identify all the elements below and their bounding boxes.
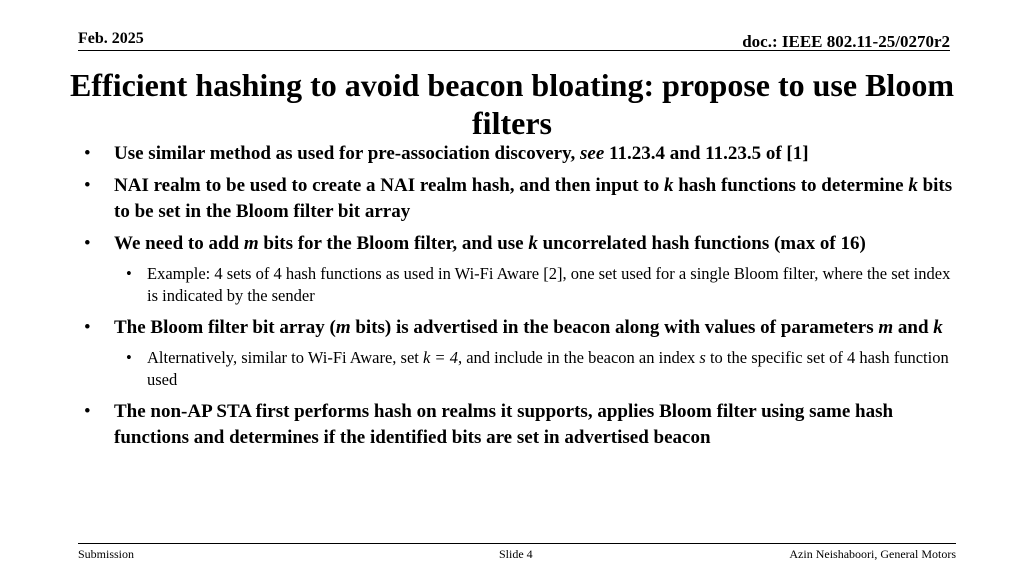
sub-bullet-emphasis: k = 4: [422, 348, 458, 367]
bullet-emphasis: k: [663, 175, 674, 196]
slide-title: Efficient hashing to avoid beacon bloating: propose to use Bloom filters: [70, 67, 954, 141]
sub-bullet-dot: •: [126, 348, 132, 367]
bullet-dot: •: [84, 175, 91, 196]
footer-author: Azin Neishaboori, General Motors: [789, 547, 956, 561]
bullet-text: 11.23.4 and 11.23.5 of [1]: [604, 143, 809, 164]
header-date: Feb. 2025: [78, 30, 144, 47]
sub-bullet-item: [84, 263, 954, 307]
bullet-item: [84, 141, 954, 167]
footer-slide-number: Slide 4: [499, 547, 533, 561]
sub-bullet-emphasis: s: [699, 348, 706, 367]
bullet-text: We need to add: [114, 233, 244, 254]
bullet-dot: •: [84, 401, 91, 422]
bullet-emphasis: k: [528, 233, 538, 254]
bullet-text: The non-AP STA first performs hash on realms it supports, applies Bloom filter using same hash functions and determines if the identified bits are set in advertised beacon: [114, 401, 894, 448]
bullet-text: hash functions to determine: [673, 175, 909, 196]
bullet-emphasis: m: [243, 233, 259, 254]
bullet-dot: •: [84, 143, 91, 164]
bullet-emphasis: k: [908, 175, 918, 196]
bullet-item: [84, 173, 954, 225]
bullet-text: uncorrelated hash functions (max of 16): [537, 233, 866, 254]
bullet-item: [84, 315, 954, 341]
sub-bullet-dot: •: [126, 264, 132, 283]
bullet-text: The Bloom filter bit array (: [114, 317, 336, 338]
sub-bullet-text: , and include in the beacon an index: [457, 348, 700, 367]
bullet-emphasis: see: [580, 143, 605, 164]
bullet-text: and: [893, 317, 934, 338]
sub-bullet-item: [84, 347, 954, 391]
bullet-item: [84, 231, 954, 257]
bullet-emphasis: k: [933, 317, 943, 338]
bullet-text: bits for the Bloom filter, and use: [258, 233, 529, 254]
bullet-text: bits to be set in the Bloom filter bit array: [114, 175, 953, 222]
header-doc-id: doc.: IEEE 802.11-25/0270r2: [742, 32, 950, 51]
bullet-emphasis: m: [878, 317, 894, 338]
footer-submission: Submission: [78, 547, 135, 561]
bullet-item: [84, 399, 954, 451]
bullet-dot: •: [84, 233, 91, 254]
bullet-emphasis: m: [335, 317, 351, 338]
bullet-text: bits) is advertised in the beacon along with values of parameters: [350, 317, 879, 338]
bullet-text: Use similar method as used for pre-association discovery,: [114, 143, 581, 164]
bullet-text: NAI realm to be used to create a NAI realm hash, and then input to: [114, 175, 664, 196]
footer-divider: [78, 543, 956, 544]
bullet-dot: •: [84, 317, 91, 338]
slide-content: [84, 141, 954, 457]
header-divider: [78, 50, 950, 51]
sub-bullet-text: Alternatively, similar to Wi-Fi Aware, set: [147, 348, 423, 367]
sub-bullet-text: to the specific set of 4 hash function used: [147, 348, 949, 389]
sub-bullet-text: Example: 4 sets of 4 hash functions as used in Wi-Fi Aware [2], one set used for a single Bloom filter, where the set index is indicated by the sender: [147, 264, 951, 305]
